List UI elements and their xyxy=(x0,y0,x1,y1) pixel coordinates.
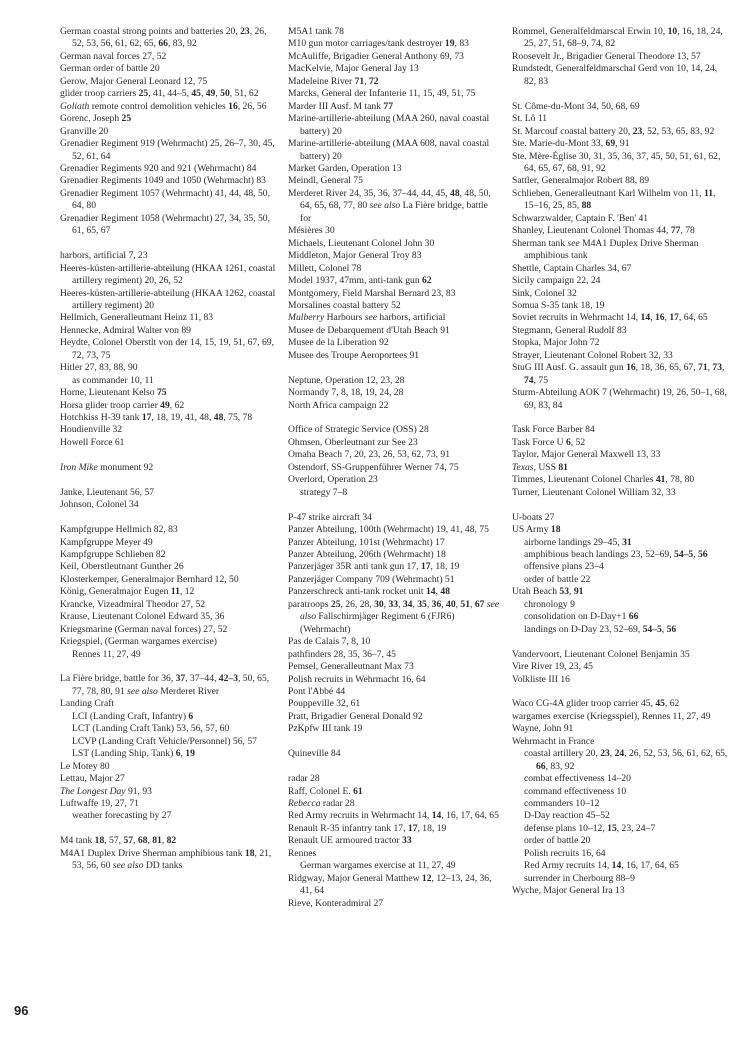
index-entry: Panzer Abteilung, 100th (Wehrmacht) 19, 41, 48, 75 xyxy=(288,524,489,536)
index-entry: Michaels, Lieutenant Colonel John 30 xyxy=(288,237,435,249)
index-entry: harbors, artificial 7, 23 xyxy=(60,250,148,262)
index-entry: Stegmann, General Rudolf 83 xyxy=(512,324,627,336)
index-subentry: chronology 9 xyxy=(524,598,575,610)
index-entry: Montgomery, Field Marshal Bernard 23, 83 xyxy=(288,287,456,299)
index-entry: M4 tank 18, 57, 57, 68, 81, 82 xyxy=(60,835,177,847)
index-entry: glider troop carriers 25, 41, 44–5, 45, 49, 50, 51, 62 xyxy=(60,88,259,100)
index-subentry: amphibious beach landings 23, 52–69, 54–5, 56 xyxy=(524,548,708,560)
index-entry: Panzerjäger 35R anti tank gun 17, 17, 18, 19 xyxy=(288,561,460,573)
letter-group-gap xyxy=(60,449,278,461)
index-entry: Kampfgruppe Schlieben 82 xyxy=(60,548,166,560)
index-entry: Schlieben, Generalleutnant Karl Wilhelm von 11, 11, 15–16, 25, 85, 88 xyxy=(512,187,716,212)
index-entry: Mulberry Harbours see harbors, artificial xyxy=(288,312,446,324)
index-entry: Musee des Troupe Aeroportees 91 xyxy=(288,349,420,361)
index-entry: Kriegsmarine (German naval forces) 27, 52 xyxy=(60,623,228,635)
index-entry: Stopka, Major John 72 xyxy=(512,337,600,349)
index-entry: Johnson, Colonel 34 xyxy=(60,499,139,511)
index-entry: Rieve, Konteradmiral 27 xyxy=(288,897,384,909)
index-entry: Howell Force 61 xyxy=(60,436,125,448)
index-entry: Hotchkiss H-39 tank 17, 18, 19, 41, 48, 48, 75, 78 xyxy=(60,412,253,424)
index-entry: Marine-artillerie-abteilung (MAA 608, naval coastal battery) 20 xyxy=(288,138,490,162)
index-entry: Iron Mike monument 92 xyxy=(60,461,154,473)
index-entry: Renault R-35 infantry tank 17, 17, 18, 19 xyxy=(288,822,447,834)
index-entry: Hitler 27, 83, 88, 90 xyxy=(60,362,138,374)
index-entry: Raff, Colonel E. 61 xyxy=(288,785,363,797)
index-entry: Polish recruits in Wehrmacht 16, 64 xyxy=(288,673,426,685)
letter-group-gap xyxy=(512,636,728,648)
letter-group-gap xyxy=(60,823,278,835)
index-entry: Ste. Mère-Église 30, 31, 35, 36, 37, 45, 50, 51, 61, 62, 64, 65, 67, 68, 91, 92 xyxy=(512,150,721,174)
index-entry: Vandervoort, Lieutenant Colonel Benjamin 35 xyxy=(512,648,690,660)
index-entry: Le Motey 80 xyxy=(60,760,110,772)
index-entry: pathfinders 28, 35, 36–7, 45 xyxy=(288,648,396,660)
index-subentry: Polish recruits 16, 64 xyxy=(524,847,606,859)
index-entry: Ridgway, Major General Matthew 12, 12–13, 24, 36, 41, 64 xyxy=(288,872,492,897)
index-entry: Houdienville 32 xyxy=(60,424,123,436)
letter-group-gap xyxy=(512,686,728,698)
index-entry: M10 gun motor carriages/tank destroyer 19, 83 xyxy=(288,38,469,50)
index-entry: St. Côme-du-Mont 34, 50, 68, 69 xyxy=(512,100,640,112)
index-subentry: D-Day reaction 45–52 xyxy=(524,810,610,822)
index-entry: König, Generalmajor Eugen 11, 12 xyxy=(60,586,195,598)
letter-group-gap xyxy=(512,88,728,100)
index-entry: Shanley, Lieutenant Colonel Thomas 44, 77, 78 xyxy=(512,225,695,237)
letter-group-gap xyxy=(60,512,278,524)
index-entry: Texas, USS 81 xyxy=(512,461,568,473)
index-entry: Waco CG-4A glider troop carrier 45, 45, 62 xyxy=(512,698,680,710)
letter-group-gap xyxy=(60,661,278,673)
index-subentry: weather forecasting by 27 xyxy=(72,810,172,822)
index-entry: Sherman tank see M4A1 Duplex Drive Sherman amphibious tank xyxy=(512,237,699,262)
index-entry: Keil, Oberstleutnant Gunther 26 xyxy=(60,561,184,573)
index-entry: Janke, Lieutenant 56, 57 xyxy=(60,486,155,498)
index-entry: Heydte, Colonel Oberstlt von der 14, 15, 19, 51, 67, 69, 72, 73, 75 xyxy=(60,337,274,361)
page-number: 96 xyxy=(14,1003,29,1018)
index-entry: Hellmich, Generalleutnant Heinz 11, 83 xyxy=(60,312,214,324)
index-subentry: airborne landings 29–45, 31 xyxy=(524,536,632,548)
index-entry: P-47 strike aircraft 34 xyxy=(288,511,372,523)
index-entry: German order of battle 20 xyxy=(60,63,160,75)
index-entry: Task Force U 6, 52 xyxy=(512,436,586,448)
index-entry: Grenadier Regiment 919 (Wehrmacht) 25, 26–7, 30, 45, 52, 61, 64 xyxy=(60,138,275,162)
index-subentry: coastal artillery 20, 23, 24, 26, 52, 53, 56, 61, 62, 65, 66, 83, 92 xyxy=(524,748,728,772)
index-entry: Morsalines coastal battery 52 xyxy=(288,299,401,311)
index-entry: La Fière bridge, battle for 36, 37, 37–44, 42–3, 50, 65, 77, 78, 80, 91 see also Merderet River xyxy=(60,673,270,697)
letter-group-gap xyxy=(512,412,728,424)
index-entry: Musee de Debarquement d'Utah Beach 91 xyxy=(288,324,450,336)
index-entry: Merderet River 24, 35, 36, 37–44, 44, 45, 48, 48, 50, 64, 65, 68, 77, 80 see also La Fière bridge, battle for xyxy=(288,187,491,224)
index-entry: wargames exercise (Kriegsspiel), Rennes 11, 27, 49 xyxy=(512,710,711,722)
index-subentry: order of battle 20 xyxy=(524,835,591,847)
index-entry: M4A1 Duplex Drive Sherman amphibious tank 18, 21, 53, 56, 60 see also DD tanks xyxy=(60,847,272,872)
index-entry: Wayne, John 91 xyxy=(512,723,574,735)
letter-group-gap xyxy=(60,474,278,486)
index-entry: Schwarzwalder, Captain F. 'Ben' 41 xyxy=(512,212,649,224)
index-entry: Madeleine River 71, 72 xyxy=(288,75,379,87)
index-entry: Granville 20 xyxy=(60,125,109,137)
index-column-2 xyxy=(288,26,500,910)
index-subentry: Rennes 11, 27, 49 xyxy=(72,648,141,660)
index-subentry: combat effectiveness 14–20 xyxy=(524,773,631,785)
index-entry: Panzerschreck anti-tank rocket unit 14, 48 xyxy=(288,586,450,598)
index-entry: Kriegspiel, (German wargames exercise) xyxy=(60,636,217,648)
index-column-1 xyxy=(60,26,278,873)
index-entry: Grenadier Regiments 1049 and 1050 (Wehrmacht) 83 xyxy=(60,175,266,187)
index-entry: Strayer, Lieutenant Colonel Robert 32, 33 xyxy=(512,349,673,361)
index-entry: North Africa campaign 22 xyxy=(288,399,389,411)
index-entry: Krancke, Vizeadmiral Theodor 27, 52 xyxy=(60,598,206,610)
index-entry: Krause, Lieutenant Colonel Edward 35, 36 xyxy=(60,611,225,623)
index-entry: Quineville 84 xyxy=(288,748,341,760)
index-entry: Marcks, General der Infanterie 11, 15, 49, 51, 75 xyxy=(288,88,476,100)
index-entry: Musee de la Liberation 92 xyxy=(288,337,389,349)
index-entry: Horne, Lieutenant Kelso 75 xyxy=(60,387,167,399)
index-entry: Utah Beach 53, 91 xyxy=(512,586,584,598)
index-subentry: LCVP (Landing Craft Vehicle/Personnel) 56, 57 xyxy=(72,735,257,747)
index-entry: Model 1937, 47mm, anti-tank gun 62 xyxy=(288,275,432,287)
index-subentry: LCI (Landing Craft, Infantry) 6 xyxy=(72,710,194,722)
index-subentry: Red Army recruits 14, 14, 16, 17, 64, 65 xyxy=(524,860,679,872)
letter-group-gap xyxy=(288,362,500,374)
index-entry: Vire River 19, 23, 45 xyxy=(512,661,593,673)
index-entry: Volkliste III 16 xyxy=(512,673,570,685)
index-entry: Luftwaffe 19, 27, 71 xyxy=(60,798,139,810)
index-entry: MacKelvie, Major General Jay 13 xyxy=(288,63,419,75)
letter-group-gap xyxy=(288,499,500,511)
index-entry: Rommel, Generalfeldmarscal Erwin 10, 10, 16, 18, 24, 25, 27, 51, 68–9, 74, 82 xyxy=(512,26,723,50)
index-entry: Grenadier Regiment 1057 (Wehrmacht) 41, 44, 48, 50, 64, 80 xyxy=(60,187,270,212)
index-entry: The Longest Day 91, 93 xyxy=(60,785,152,797)
index-entry: Sattler, Generalmajor Robert 88, 89 xyxy=(512,175,650,187)
index-entry: Wyche, Major General Ira 13 xyxy=(512,885,625,897)
index-entry: Soviet recruits in Wehrmacht 14, 14, 16, 17, 64, 65 xyxy=(512,312,708,324)
index-entry: St. Lô 11 xyxy=(512,113,548,125)
index-entry: Overlord, Operation 23 xyxy=(288,474,378,486)
index-entry: radar 28 xyxy=(288,773,320,785)
index-entry: Normandy 7, 8, 18, 19, 24, 28 xyxy=(288,387,404,399)
index-entry: Pemsel, Generalleutnant Max 73 xyxy=(288,661,414,673)
index-entry: Office of Strategic Service (OSS) 28 xyxy=(288,424,429,436)
index-entry: Grenadier Regiments 920 and 921 (Wehrmacht) 84 xyxy=(60,162,257,174)
index-subentry: defense plans 10–12, 15, 23, 24–7 xyxy=(524,822,656,834)
index-entry: US Army 18 xyxy=(512,524,561,536)
index-entry: Gorenc, Joseph 25 xyxy=(60,113,132,125)
index-subentry: LCT (Landing Craft Tank) 53, 56, 57, 60 xyxy=(72,723,230,735)
index-entry: Sturm-Abteilung AOK 7 (Wehrmacht) 19, 26, 50–1, 68, 69, 83, 84 xyxy=(512,387,727,411)
index-entry: Panzer Abteilung, 101st (Wehrmacht) 17 xyxy=(288,536,445,548)
index-subentry: offensive plans 23–4 xyxy=(524,561,604,573)
index-entry: Rebecca radar 28 xyxy=(288,798,355,810)
index-entry: McAuliffe, Brigadier General Anthony 69, 73 xyxy=(288,50,464,62)
index-entry: Klosterkemper, Generalmajor Bernhard 12, 50 xyxy=(60,573,239,585)
index-entry: Goliath remote control demolition vehicles 16, 26, 56 xyxy=(60,100,267,112)
letter-group-gap xyxy=(288,736,500,748)
index-entry: Sicily campaign 22, 24 xyxy=(512,275,601,287)
letter-group-gap xyxy=(288,412,500,424)
index-entry: Pratt, Brigadier General Donald 92 xyxy=(288,710,423,722)
index-entry: Sink, Colonel 32 xyxy=(512,287,577,299)
index-subentry: German wargames exercise at 11, 27, 49 xyxy=(300,860,456,872)
index-entry: Wehrmacht in France xyxy=(512,735,595,747)
index-entry: St. Marcouf coastal battery 20, 23, 52, 53, 65, 83, 92 xyxy=(512,125,715,137)
index-subentry: strategy 7–8 xyxy=(300,486,348,498)
index-entry: Panzer Abteilung, 206th (Wehrmacht) 18 xyxy=(288,548,446,560)
index-entry: Kampfgruppe Hellmich 82, 83 xyxy=(60,524,178,536)
index-entry: Ste. Marie-du-Mont 33, 69, 91 xyxy=(512,138,630,150)
index-subentry: command effectiveness 10 xyxy=(524,785,627,797)
index-entry: Panzerjäger Company 709 (Wehrmacht) 51 xyxy=(288,573,455,585)
index-entry: Neptune, Operation 12, 23, 28 xyxy=(288,374,405,386)
index-entry: Grenadier Regiment 1058 (Wehrmacht) 27, 34, 35, 50, 61, 65, 67 xyxy=(60,212,270,237)
index-entry: German coastal strong points and batteries 20, 23, 26, 52, 53, 56, 61, 62, 65, 66, 83, 92 xyxy=(60,26,267,50)
index-entry: Roosevelt Jr., Brigadier General Theodore 13, 57 xyxy=(512,50,701,62)
index-entry: Marine-artillerie-abteilung (MAA 260, naval coastal battery) 20 xyxy=(288,113,490,137)
index-subentry: landings on D-Day 23, 52–69, 54–5, 56 xyxy=(524,623,677,635)
index-entry: Millett, Colonel 78 xyxy=(288,262,362,274)
index-entry: Ostendorf, SS-Gruppenführer Werner 74, 75 xyxy=(288,461,459,473)
index-entry: Timmes, Lieutenant Colonel Charles 41, 78, 80 xyxy=(512,474,695,486)
index-entry: Kampfgruppe Meyer 49 xyxy=(60,536,153,548)
index-subentry: order of battle 22 xyxy=(524,573,591,585)
index-entry: Horsa glider troop carrier 49, 62 xyxy=(60,399,185,411)
index-entry: Shettle, Captain Charles 34, 67 xyxy=(512,262,632,274)
index-subentry: LST (Landing Ship, Tank) 6, 19 xyxy=(72,748,195,760)
index-entry: Red Army recruits in Wehrmacht 14, 14, 16, 17, 64, 65 xyxy=(288,810,499,822)
index-subentry: surrender in Cherbourg 88–9 xyxy=(524,872,635,884)
index-entry: PzKpfw III tank 19 xyxy=(288,723,363,735)
index-subentry: commanders 10–12 xyxy=(524,798,600,810)
index-entry: Mésières 30 xyxy=(288,225,335,237)
index-entry: Omaha Beach 7, 20, 23, 26, 53, 62, 73, 91 xyxy=(288,449,451,461)
index-entry: paratroops 25, 26, 28, 30, 33, 34, 35, 36, 40, 51, 67 see also Fallschirmjäger Regiment 6 (FJR6) (Wehrmacht) xyxy=(288,598,500,635)
index-entry: U-boats 27 xyxy=(512,511,555,523)
index-entry: Heeres-küsten-artillerie-abteilung (HKAA 1262, coastal artillery regiment) 20 xyxy=(60,287,276,311)
index-entry: German naval forces 27, 52 xyxy=(60,50,167,62)
index-entry: Renault UE armoured tractor 33 xyxy=(288,835,412,847)
letter-group-gap xyxy=(512,499,728,511)
index-entry: Task Force Barber 84 xyxy=(512,424,595,436)
index-entry: Lettau, Major 27 xyxy=(60,773,125,785)
index-column-3 xyxy=(512,26,728,898)
index-entry: Marder III Ausf. M tank 77 xyxy=(288,100,393,112)
index-entry: Rundstedt, Generalfeldmarschal Gerd von 10, 14, 24, 82, 83 xyxy=(512,63,718,87)
index-entry: Middleton, Major General Troy 83 xyxy=(288,250,422,262)
index-subentry: consolidation on D-Day+1 66 xyxy=(524,611,639,623)
index-entry: Pont l'Abbé 44 xyxy=(288,685,346,697)
index-entry: M5A1 tank 78 xyxy=(288,26,344,37)
index-entry: Meindl, General 75 xyxy=(288,175,363,187)
index-entry: Rennes xyxy=(288,847,317,859)
letter-group-gap xyxy=(288,761,500,773)
index-entry: Pas de Calais 7, 8, 10 xyxy=(288,636,371,648)
letter-group-gap xyxy=(60,238,278,250)
index-subentry: as commander 10, 11 xyxy=(72,374,154,386)
index-entry: Hennecke, Admiral Walter von 89 xyxy=(60,324,191,336)
index-entry: Market Garden, Operation 13 xyxy=(288,162,402,174)
index-entry: Pouppeville 32, 61 xyxy=(288,698,361,710)
index-entry: Turner, Lieutenant Colonel William 32, 33 xyxy=(512,486,676,498)
index-entry: StuG III Ausf. G. assault gun 16, 18, 36, 65, 67, 71, 73, 74, 75 xyxy=(512,362,725,386)
index-entry: Gerow, Major General Leonard 12, 75 xyxy=(60,75,208,87)
index-entry: Somua S-35 tank 18, 19 xyxy=(512,299,605,311)
index-entry: Taylor, Major General Maxwell 13, 33 xyxy=(512,449,661,461)
index-entry: Heeres-küsten-artillerie-abteilung (HKAA 1261, coastal artillery regiment) 20, 26, 52 xyxy=(60,262,276,287)
index-entry: Landing Craft xyxy=(60,698,115,710)
index-entry: Ohmsen, Oberleutnant zur See 23 xyxy=(288,436,418,448)
